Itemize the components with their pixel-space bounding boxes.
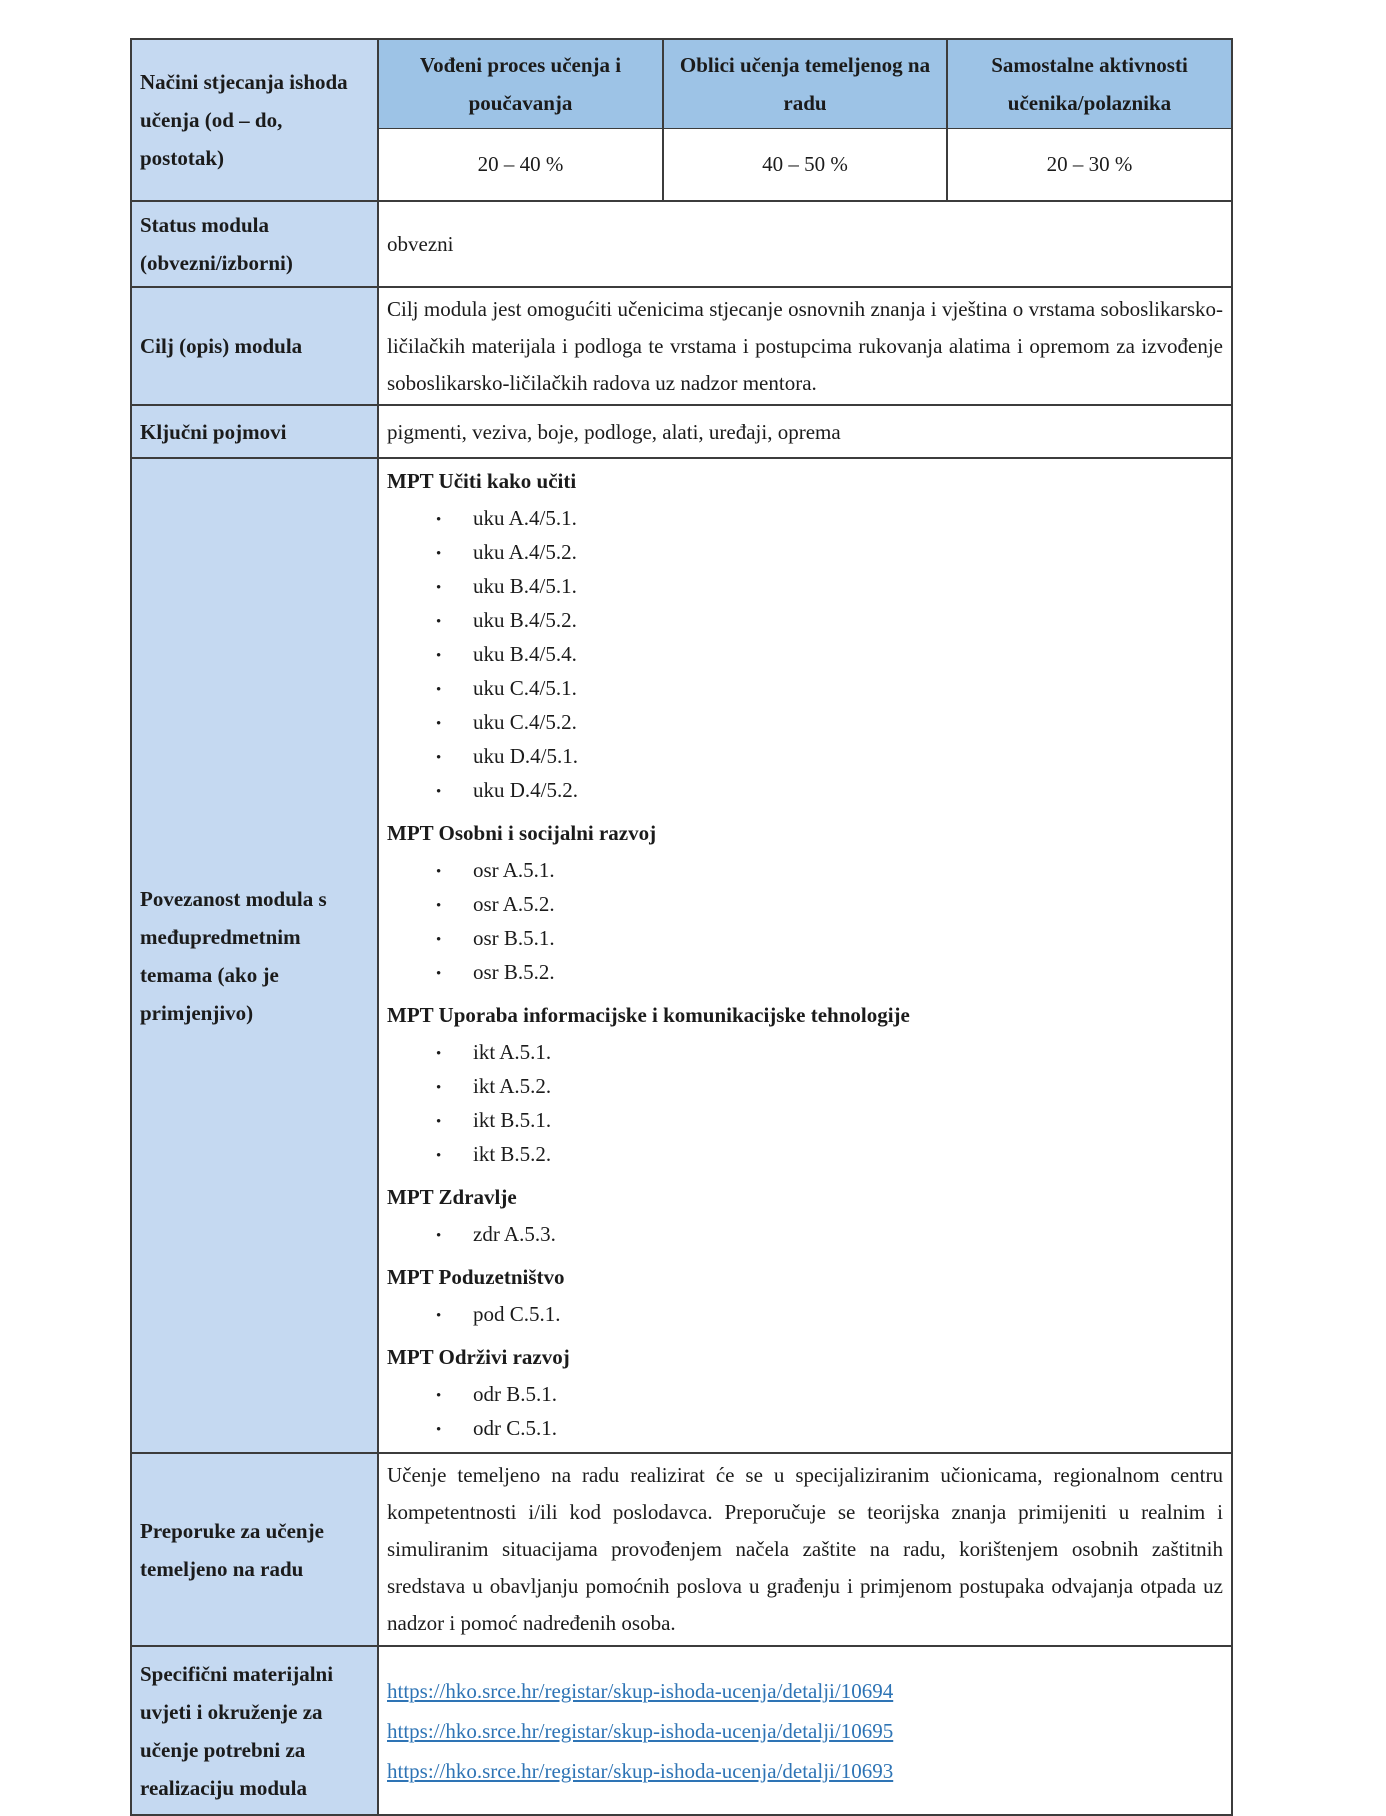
bullet-icon: • [436, 898, 442, 914]
bullet-icon: • [436, 932, 442, 948]
wbl-recommendations-text: Učenje temeljeno na radu realizirat će se u specijaliziranim učionicama, regionalnom centru kompetentnosti i/ili kod poslodavca. Preporučuje se teorijska znanja primijeniti u realnim i simuliranim situacijama provođenjem načela zaštite na radu, korištenjem osobnih zaštitnih sredstava u obavljanju pomoćnih poslova u građenju i primjenom postupaka odvajanja otpada uz nadzor i pomoć nadređenih osoba. [378, 1453, 1232, 1646]
mpt-item-text: osr A.5.1. [473, 858, 555, 882]
mpt-item [387, 1070, 1223, 1104]
mpt-item [387, 672, 1223, 706]
mpt-group-title: MPT Zdravlje [387, 1185, 517, 1209]
keywords-row [131, 405, 1232, 458]
module-info-table [130, 38, 1233, 1816]
mpt-item [387, 604, 1223, 638]
module-goal-row [131, 287, 1232, 405]
mpt-item [387, 706, 1223, 740]
mpt-item-text: ikt B.5.1. [473, 1108, 552, 1132]
module-goal-label: Cilj (opis) modula [131, 287, 378, 405]
hko-registry-link-1[interactable]: https://hko.srce.hr/registar/skup-ishoda-ucenja/detalji/10694 [387, 1678, 894, 1703]
mpt-item-text: osr A.5.2. [473, 892, 555, 916]
mpt-group-list [387, 854, 1223, 990]
bullet-icon: • [436, 864, 442, 880]
mpt-item-text: osr B.5.1. [473, 926, 555, 950]
mpt-item-text: odr B.5.1. [473, 1382, 557, 1406]
cross-curricular-content [378, 458, 1232, 1453]
acquisition-label: Načini stjecanja ishoda učenja (od – do, postotak) [131, 39, 378, 201]
guided-learning-percentage: 20 – 40 % [378, 128, 663, 201]
hko-registry-link-3[interactable]: https://hko.srce.hr/registar/skup-ishoda-ucenja/detalji/10693 [387, 1758, 894, 1783]
mpt-item-text: uku D.4/5.1. [473, 744, 578, 768]
mpt-item [387, 956, 1223, 990]
column-header-work-based-learning: Oblici učenja temeljenog na radu [663, 39, 947, 128]
material-conditions-links [378, 1646, 1232, 1815]
mpt-item [387, 888, 1223, 922]
mpt-item-text: uku B.4/5.4. [473, 642, 577, 666]
mpt-item [387, 854, 1223, 888]
mpt-item [387, 1378, 1223, 1412]
mpt-group-list [387, 1298, 1223, 1332]
mpt-item-text: uku C.4/5.2. [473, 710, 577, 734]
mpt-group-title: MPT Uporaba informacijske i komunikacijske tehnologije [387, 1003, 910, 1027]
wbl-recommendations-row [131, 1453, 1232, 1646]
mpt-item-text: ikt B.5.2. [473, 1142, 552, 1166]
mpt-item-text: uku D.4/5.2. [473, 778, 578, 802]
module-status-label: Status modula (obvezni/izborni) [131, 201, 378, 287]
mpt-group-list [387, 1218, 1223, 1252]
column-header-independent-activities: Samostalne aktivnosti učenika/polaznika [947, 39, 1232, 128]
mpt-item [387, 1218, 1223, 1252]
independent-activities-percentage: 20 – 30 % [947, 128, 1232, 201]
mpt-item-text: ikt A.5.2. [473, 1074, 552, 1098]
acquisition-header-row [131, 39, 1232, 128]
mpt-item-text: osr B.5.2. [473, 960, 555, 984]
mpt-item-text: uku A.4/5.2. [473, 540, 577, 564]
material-conditions-row [131, 1646, 1232, 1815]
mpt-item-text: ikt A.5.1. [473, 1040, 552, 1064]
bullet-icon: • [436, 1114, 442, 1130]
mpt-group-title: MPT Poduzetništvo [387, 1265, 565, 1289]
mpt-item [387, 570, 1223, 604]
bullet-icon: • [436, 1308, 442, 1324]
wbl-recommendations-label: Preporuke za učenje temeljeno na radu [131, 1453, 378, 1646]
mpt-item-text: pod C.5.1. [473, 1302, 561, 1326]
module-status-row [131, 201, 1232, 287]
bullet-icon: • [436, 716, 442, 732]
mpt-item [387, 638, 1223, 672]
module-goal-text: Cilj modula jest omogućiti učenicima stjecanje osnovnih znanja i vještina o vrstama soboslikarsko-ličilačkih materijala i podloga te vrstama i postupcima rukovanja alatima i opremom za izvođenje soboslikarsko-ličilačkih radova uz nadzor mentora. [378, 287, 1232, 405]
bullet-icon: • [436, 1148, 442, 1164]
mpt-item [387, 1104, 1223, 1138]
mpt-item [387, 1298, 1223, 1332]
mpt-item [387, 740, 1223, 774]
mpt-item-text: uku C.4/5.1. [473, 676, 577, 700]
mpt-item [387, 1036, 1223, 1070]
mpt-group-title: MPT Osobni i socijalni razvoj [387, 821, 657, 845]
keywords-label: Ključni pojmovi [131, 405, 378, 458]
mpt-item [387, 774, 1223, 808]
bullet-icon: • [436, 1388, 442, 1404]
material-conditions-label: Specifični materijalni uvjeti i okruženje za učenje potrebni za realizaciju modula [131, 1646, 378, 1815]
bullet-icon: • [436, 1080, 442, 1096]
mpt-item-text: zdr A.5.3. [473, 1222, 556, 1246]
cross-curricular-label: Povezanost modula s međupredmetnim temama (ako je primjenjivo) [131, 458, 378, 1453]
mpt-item-text: uku B.4/5.2. [473, 608, 577, 632]
mpt-item [387, 536, 1223, 570]
cross-curricular-row [131, 458, 1232, 1453]
mpt-item [387, 1138, 1223, 1172]
bullet-icon: • [436, 648, 442, 664]
bullet-icon: • [436, 1422, 442, 1438]
mpt-group-list [387, 1378, 1223, 1446]
keywords-value: pigmenti, veziva, boje, podloge, alati, uređaji, oprema [378, 405, 1232, 458]
hko-registry-link-2[interactable]: https://hko.srce.hr/registar/skup-ishoda-ucenja/detalji/10695 [387, 1718, 894, 1743]
mpt-group-list [387, 502, 1223, 808]
bullet-icon: • [436, 682, 442, 698]
module-status-value: obvezni [378, 201, 1232, 287]
mpt-item-text: uku A.4/5.1. [473, 506, 577, 530]
mpt-item [387, 1412, 1223, 1446]
bullet-icon: • [436, 580, 442, 596]
mpt-group-title: MPT Učiti kako učiti [387, 469, 577, 493]
bullet-icon: • [436, 1046, 442, 1062]
mpt-item [387, 502, 1223, 536]
mpt-item-text: uku B.4/5.1. [473, 574, 577, 598]
mpt-item [387, 922, 1223, 956]
column-header-guided-learning: Vođeni proces učenja i poučavanja [378, 39, 663, 128]
mpt-group-title: MPT Održivi razvoj [387, 1345, 570, 1369]
bullet-icon: • [436, 1228, 442, 1244]
bullet-icon: • [436, 546, 442, 562]
work-based-learning-percentage: 40 – 50 % [663, 128, 947, 201]
bullet-icon: • [436, 966, 442, 982]
bullet-icon: • [436, 614, 442, 630]
bullet-icon: • [436, 784, 442, 800]
mpt-item-text: odr C.5.1. [473, 1416, 557, 1440]
bullet-icon: • [436, 512, 442, 528]
mpt-group-list [387, 1036, 1223, 1172]
bullet-icon: • [436, 750, 442, 766]
